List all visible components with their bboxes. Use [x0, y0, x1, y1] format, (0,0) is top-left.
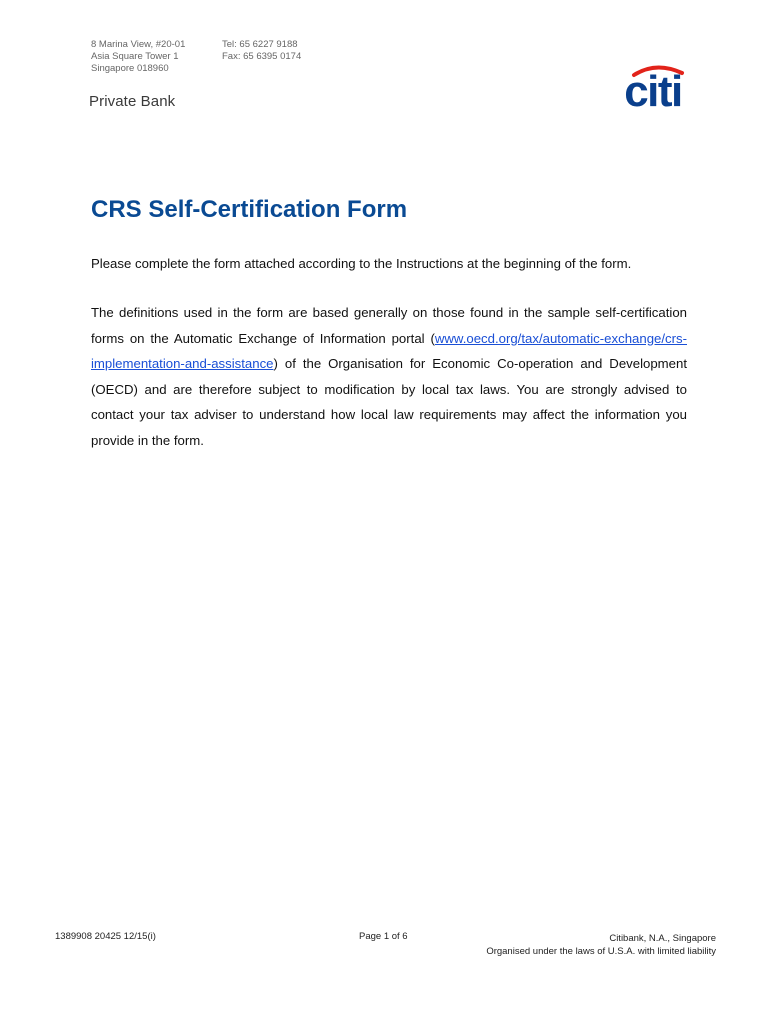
contact-block [222, 39, 301, 63]
logo-wordmark: citi [624, 67, 682, 116]
definitions-paragraph [91, 300, 687, 454]
oecd-link[interactable]: www.oecd.org/tax/automatic-exchange/crs-implementation-and-assistance [91, 330, 687, 372]
address-line: 8 Marina View, #20-01 [91, 39, 186, 50]
phone-line: Tel: 65 6227 9188 [222, 39, 298, 50]
paragraph-text: The definitions used in the form are based generally on those found in the sample self-certification forms on the Automatic Exchange of Information portal ( [91, 305, 687, 346]
document-reference: 1389908 20425 12/15(i) [55, 931, 156, 942]
citi-logo [616, 62, 690, 116]
address-block [91, 39, 185, 75]
page-number: Page 1 of 6 [359, 931, 408, 942]
entity-name: Citibank, N.A., Singapore [609, 933, 716, 944]
address-line: Singapore 018960 [91, 63, 169, 74]
page-title: CRS Self-Certification Form [91, 196, 408, 223]
paragraph-text: ) of the Organisation for Economic Co-operation and Development (OECD) and are therefore subject to modification by local tax laws. You are strongly advised to contact your tax adviser to understand how local law requirements may affect the information you provide in the form. [91, 356, 687, 448]
fax-line: Fax: 65 6395 0174 [222, 51, 302, 62]
intro-paragraph: Please complete the form attached according to the Instructions at the beginning of the form. [91, 256, 632, 271]
legal-footer [486, 932, 716, 958]
division-label: Private Bank [89, 93, 176, 110]
address-line: Asia Square Tower 1 [91, 51, 179, 62]
legal-notice: Organised under the laws of U.S.A. with limited liability [486, 946, 716, 957]
